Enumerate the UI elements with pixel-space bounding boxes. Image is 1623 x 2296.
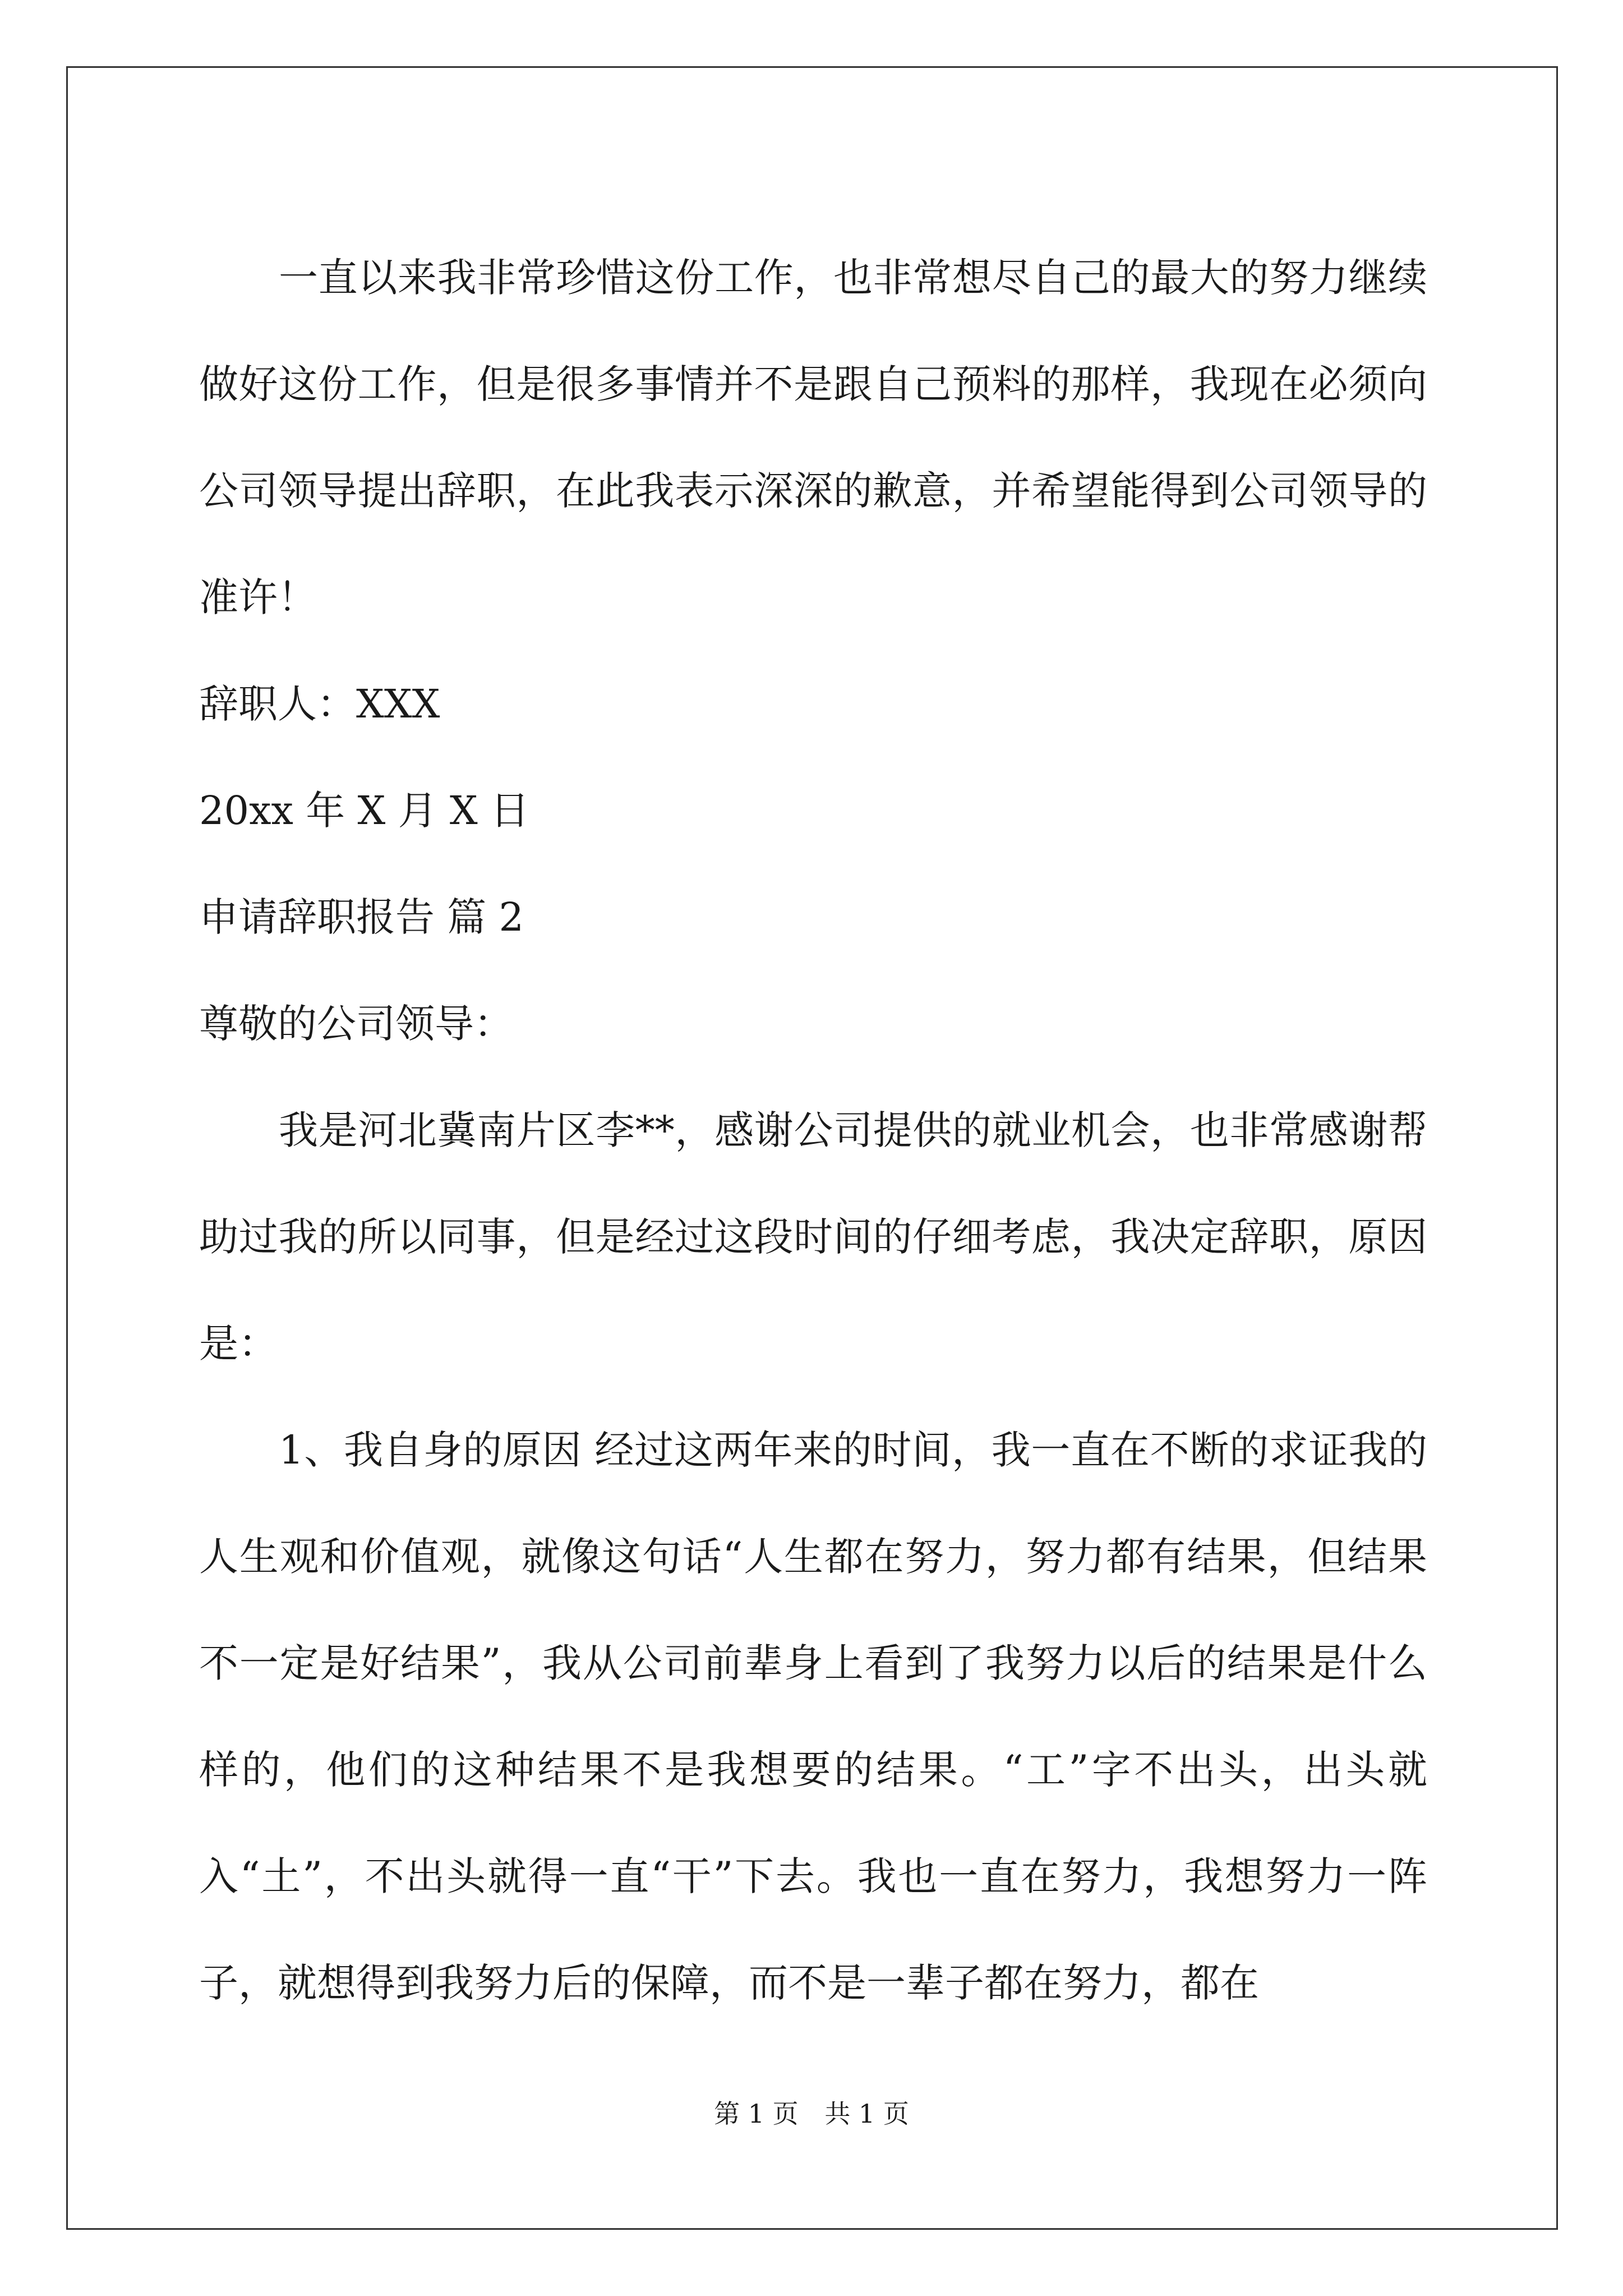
salutation: 尊敬的公司领导： <box>199 1001 513 1047</box>
page-number: 第 1 页 <box>714 2099 799 2129</box>
page-total: 共 1 页 <box>824 2099 909 2129</box>
section-heading: 申请辞职报告 篇 2 <box>199 894 524 940</box>
page-footer <box>0 2097 1623 2131</box>
date-line: 20xx 年 X 月 X 日 <box>199 788 529 834</box>
paragraph-intro: 我是河北冀南片区李**，感谢公司提供的就业机会，也非常感谢帮助过我的所以同事，但是经过这段时间的仔细考虑，我决定辞职，原因是： <box>199 1107 1427 1366</box>
paragraph-continuation: 一直以来我非常珍惜这份工作，也非常想尽自己的最大的努力继续做好这份工作，但是很多事情并不是跟自己预料的那样，我现在必须向公司领导提出辞职，在此我表示深深的歉意，并希望能得到公司领导的准许！ <box>199 255 1427 620</box>
signature-line: 辞职人：XXX <box>199 681 440 727</box>
paragraph-reason-1: 1、我自身的原因 经过这两年来的时间，我一直在不断的求证我的人生观和价值观，就像这句话“人生都在努力，努力都有结果，但结果不一定是好结果”，我从公司前辈身上看到了我努力以后的结果是什么样的，他们的这种结果不是我想要的结果。“工”字不出头，出头就入“土”，不出头就得一直“干”下去。我也一直在努力，我想努力一阵子，就想得到我努力后的保障，而不是一辈子都在努力，都在 <box>199 1427 1427 2006</box>
document-body <box>199 224 1427 2036</box>
